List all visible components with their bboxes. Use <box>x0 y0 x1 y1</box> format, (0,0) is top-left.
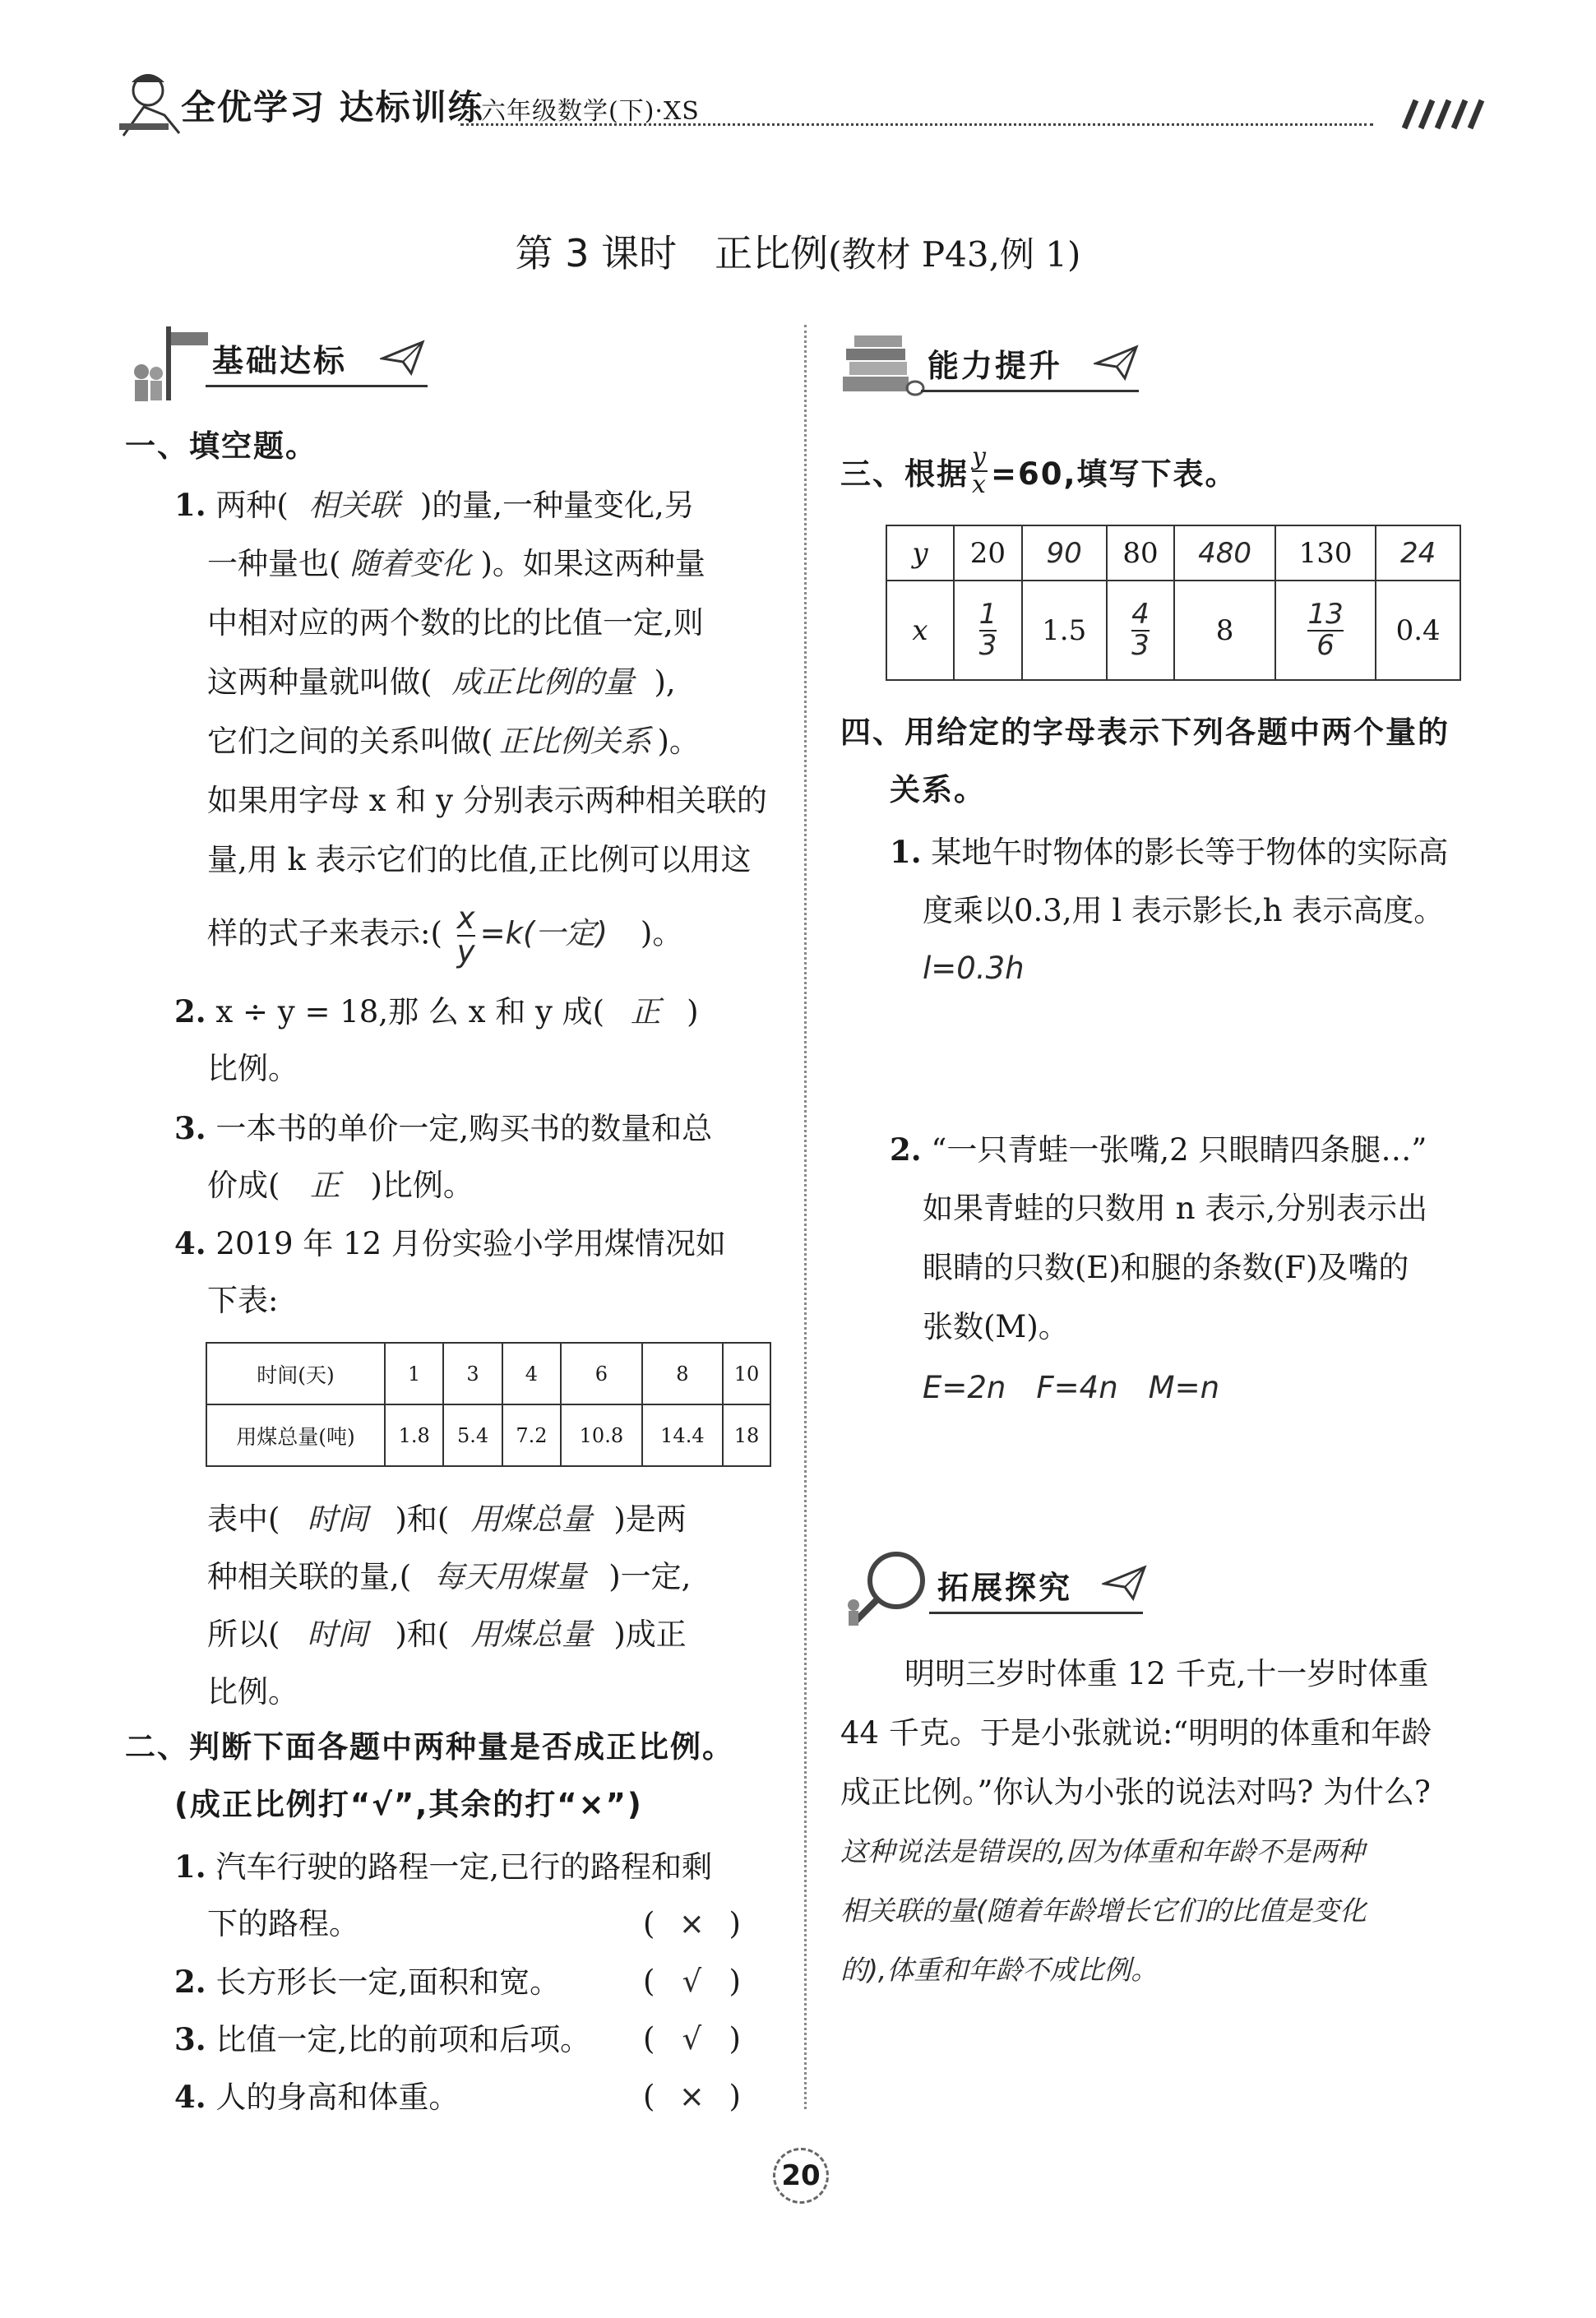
q1-answer-5-denominator: y <box>456 933 475 969</box>
q4-fill-line1 <box>207 1490 687 1549</box>
header-stripes-decoration <box>1398 97 1488 130</box>
paper-plane-icon <box>380 337 425 377</box>
table-cell: 1.5 <box>1022 581 1107 680</box>
q3-number: 3. <box>174 1110 206 1146</box>
p4-q1-line2: 度乘以0.3,用 l 表示影长,h 表示高度。 <box>923 893 1445 928</box>
part3-fraction-denominator: x <box>972 470 988 499</box>
q1-answer-5-numerator: x <box>456 900 475 936</box>
part2-subheading: (成正比例打“√”,其余的打“×”) <box>174 1787 643 1822</box>
p4-q2-text: “一只青蛙一张嘴,2 只眼睛四条腿…” <box>931 1132 1427 1168</box>
q1-text: )。 <box>640 915 683 951</box>
denominator: 6 <box>1316 628 1335 662</box>
table-cell-answer <box>954 581 1022 680</box>
q2-line1 <box>174 982 699 1042</box>
q1-answer-4: 正比例关系 <box>498 724 651 759</box>
q1-text: 两种( <box>215 488 289 523</box>
q1-answer-2: 随着变化 <box>349 546 472 581</box>
extension-answer-line1: 这种说法是错误的,因为体重和年龄不是两种 <box>840 1835 1365 1867</box>
q1-answer-1: 相关联 <box>308 488 400 523</box>
judge-item-3 <box>174 2010 590 2070</box>
table-cell: 3 <box>443 1343 502 1404</box>
lesson-title-main: 第 3 课时 正比例 <box>515 231 829 275</box>
judge-text: 汽车行驶的路程一定,已行的路程和剩 <box>215 1849 713 1885</box>
p4-q2-line2: 如果青蛙的只数用 n 表示,分别表示出 <box>923 1191 1428 1226</box>
q4-text: )成正 <box>613 1617 687 1652</box>
table-cell: 0.4 <box>1376 581 1460 680</box>
q3-line1 <box>174 1099 712 1159</box>
numerator: 1 <box>978 597 997 631</box>
banner-basic-underline <box>206 385 428 387</box>
q4-line2: 下表: <box>207 1283 279 1318</box>
part2-heading: 二、判断下面各题中两种量是否成正比例。 <box>125 1729 734 1765</box>
q4-text: 所以( <box>207 1617 280 1652</box>
banner-ability-underline <box>921 390 1139 392</box>
q2-answer: 正 <box>630 994 661 1029</box>
q3-text: 一本书的单价一定,购买书的数量和总 <box>215 1111 713 1146</box>
table-cell-answer: 24 <box>1376 525 1460 581</box>
table-cell-answer: 480 <box>1174 525 1274 581</box>
table-cell: 14.4 <box>642 1404 724 1466</box>
table-cell: 10.8 <box>561 1404 642 1466</box>
judge-item-2 <box>174 1952 560 2012</box>
judge-item-3-answer: ( √ ) <box>643 2010 741 2069</box>
q3-text: )比例。 <box>370 1168 474 1203</box>
part4-heading-line2: 关系。 <box>890 772 986 807</box>
q4-line1 <box>174 1214 726 1274</box>
table-cell: 18 <box>723 1404 770 1466</box>
q3-text: 价成( <box>207 1168 280 1203</box>
table-cell: 1.8 <box>385 1404 443 1466</box>
header-subject: 六年级数学(下)·XS <box>481 97 700 126</box>
q1-line7: 量,用 k 表示它们的比值,正比例可以用这 <box>207 842 752 877</box>
q1-line4 <box>207 653 676 712</box>
header-brand: 全优学习 达标训练 <box>181 87 484 127</box>
q4-text: )是两 <box>613 1501 687 1537</box>
table-row <box>206 1404 770 1466</box>
q4-text: 表中( <box>207 1501 280 1537</box>
table-cell: 130 <box>1275 525 1376 581</box>
table-cell: 20 <box>954 525 1022 581</box>
table-cell: 8 <box>1174 581 1274 680</box>
q2-line2: 比例。 <box>207 1051 298 1086</box>
extension-line1: 明明三岁时体重 12 千克,十一岁时体重 <box>904 1656 1429 1691</box>
denominator: 3 <box>978 628 997 662</box>
p4-q1-answer: l=0.3h <box>923 951 1025 986</box>
judge-mark: × <box>678 1906 705 1941</box>
numerator: 13 <box>1307 597 1344 631</box>
judge-item-1-answer: ( × ) <box>643 1895 741 1954</box>
table-row <box>206 1343 770 1404</box>
p4-q2-line4: 张数(M)。 <box>923 1309 1069 1344</box>
judge-item-4-answer: ( × ) <box>643 2067 741 2126</box>
q1-answer-5-rest: =k(一定) <box>479 915 608 951</box>
q4-fill-line3 <box>207 1605 687 1664</box>
q4-text: )和( <box>395 1501 450 1537</box>
judge-item-4 <box>174 2067 459 2127</box>
judge-number: 2. <box>174 1964 206 2000</box>
judge-mark: × <box>678 2079 705 2114</box>
column-divider <box>804 325 807 2109</box>
extension-answer-line2: 相关联的量(随着年龄增长它们的比值是变化 <box>840 1895 1367 1927</box>
extension-line3: 成正比例。”你认为小张的说法对吗? 为什么? <box>840 1774 1431 1810</box>
banner-basic: 基础达标 <box>212 343 348 379</box>
judge-text: 比值一定,比的前项和后项。 <box>215 2022 591 2057</box>
q4-text: )和( <box>395 1617 450 1652</box>
p4-q2-number: 2. <box>890 1131 922 1168</box>
signpost-icon <box>123 322 214 405</box>
table-cell: 7.2 <box>502 1404 561 1466</box>
judge-number: 3. <box>174 2021 206 2057</box>
paper-plane-icon <box>1094 342 1139 382</box>
part1-heading: 一、填空题。 <box>125 428 317 464</box>
p4-q2-line1 <box>890 1120 1427 1180</box>
banner-extension: 拓展探究 <box>937 1570 1073 1606</box>
numerator: 4 <box>1131 597 1150 631</box>
judge-number: 1. <box>174 1848 206 1885</box>
p4-q2-answer: E=2n F=4n M=n <box>923 1370 1220 1405</box>
fraction <box>978 597 997 662</box>
judge-number: 4. <box>174 2079 206 2115</box>
table-cell: 1 <box>385 1343 443 1404</box>
paper-plane-icon <box>1102 1562 1147 1602</box>
coal-usage-table <box>206 1342 771 1467</box>
q1-text: 样的式子来表示:( <box>207 915 442 951</box>
table-header-cell: y <box>886 525 954 581</box>
judge-text: 人的身高和体重。 <box>215 2080 460 2115</box>
table-header-cell: 时间(天) <box>206 1343 385 1404</box>
page-number: 20 <box>773 2148 829 2204</box>
table-cell-answer: 90 <box>1022 525 1107 581</box>
q1-text: 这两种量就叫做( <box>207 664 433 700</box>
fraction <box>1131 597 1150 662</box>
extension-answer-line3: 的),体重和年龄不成比例。 <box>840 1954 1159 1986</box>
judge-text: 长方形长一定,面积和宽。 <box>215 1964 561 2000</box>
q3-answer: 正 <box>309 1168 340 1203</box>
part3-heading <box>840 444 1237 497</box>
header-divider <box>460 123 1373 126</box>
q1-line8 <box>207 900 683 969</box>
banner-extension-underline <box>929 1612 1143 1614</box>
q2-number: 2. <box>174 993 206 1029</box>
q1-text: )的量,一种量变化,另 <box>419 488 695 523</box>
table-header-cell: x <box>886 581 954 680</box>
q1-answer-5-fraction <box>456 900 475 969</box>
q1-line2 <box>207 534 705 594</box>
table-row <box>886 525 1460 581</box>
judge-item-1-line2: 下的路程。 <box>207 1906 359 1941</box>
q1-line6: 如果用字母 x 和 y 分别表示两种相关联的 <box>207 783 767 818</box>
q4-answer-5: 用煤总量 <box>470 1617 593 1652</box>
judge-mark: √ <box>682 2021 702 2057</box>
table-cell: 5.4 <box>443 1404 502 1466</box>
q1-line5 <box>207 712 700 771</box>
table-cell: 8 <box>642 1343 724 1404</box>
q4-text: 2019 年 12 月份实验小学用煤情况如 <box>215 1226 726 1261</box>
magnifier-icon <box>837 1546 936 1628</box>
table-cell-answer <box>1275 581 1376 680</box>
lesson-title <box>0 224 1596 278</box>
fraction <box>1307 597 1344 662</box>
judge-item-2-answer: ( √ ) <box>643 1952 741 2011</box>
q1-text: )。 <box>657 724 700 759</box>
table-cell: 6 <box>561 1343 642 1404</box>
part3-fraction-numerator: y <box>972 442 988 471</box>
y-x-table <box>886 525 1461 681</box>
p4-q2-line3: 眼睛的只数(E)和腿的条数(F)及嘴的 <box>923 1250 1409 1285</box>
q4-answer-1: 时间 <box>307 1501 368 1537</box>
mascot-icon <box>107 66 185 144</box>
part3-heading-text: 三、根据 <box>840 456 969 492</box>
q1-text: )。如果这两种量 <box>480 546 705 581</box>
q1-line3: 中相对应的两个数的比的比值一定,则 <box>207 605 704 641</box>
table-cell: 80 <box>1107 525 1175 581</box>
extension-line2: 44 千克。于是小张就说:“明明的体重和年龄 <box>840 1715 1432 1751</box>
q1-text: 它们之间的关系叫做( <box>207 724 493 759</box>
table-cell: 10 <box>723 1343 770 1404</box>
table-cell-answer <box>1107 581 1175 680</box>
table-header-cell: 用煤总量(吨) <box>206 1404 385 1466</box>
q1-number: 1. <box>174 487 206 523</box>
q3-line2 <box>207 1156 474 1215</box>
books-icon <box>835 327 929 401</box>
q4-answer-2: 用煤总量 <box>470 1501 593 1537</box>
p4-q1-line1 <box>890 822 1448 882</box>
q4-number: 4. <box>174 1225 206 1261</box>
table-row <box>886 581 1460 680</box>
banner-ability: 能力提升 <box>928 348 1063 384</box>
q4-text: 种相关联的量,( <box>207 1559 412 1594</box>
q1-text: 一种量也( <box>207 546 341 581</box>
q4-fill-line4: 比例。 <box>207 1674 298 1710</box>
q4-fill-line2 <box>207 1548 691 1607</box>
table-cell: 4 <box>502 1343 561 1404</box>
judge-mark: √ <box>682 1964 702 1999</box>
q1-text: ), <box>654 664 676 700</box>
part3-heading-text: =60,填写下表。 <box>990 456 1237 492</box>
q1-line1 <box>174 475 695 535</box>
q4-answer-4: 时间 <box>307 1617 368 1652</box>
q2-text: ) <box>687 994 699 1029</box>
part3-fraction <box>972 444 988 497</box>
part4-heading: 四、用给定的字母表示下列各题中两个量的 <box>840 715 1450 750</box>
p4-q1-text: 某地午时物体的影长等于物体的实际高 <box>931 835 1449 870</box>
q1-answer-3: 成正比例的量 <box>451 664 635 700</box>
q4-text: )一定, <box>608 1559 692 1594</box>
p4-q1-number: 1. <box>890 834 922 870</box>
q2-text: x ÷ y = 18,那 么 x 和 y 成( <box>215 994 605 1029</box>
judge-item-1 <box>174 1837 712 1897</box>
q4-answer-3: 每天用煤量 <box>433 1559 586 1594</box>
lesson-title-reference: (教材 P43,例 1) <box>828 234 1081 275</box>
denominator: 3 <box>1131 628 1150 662</box>
